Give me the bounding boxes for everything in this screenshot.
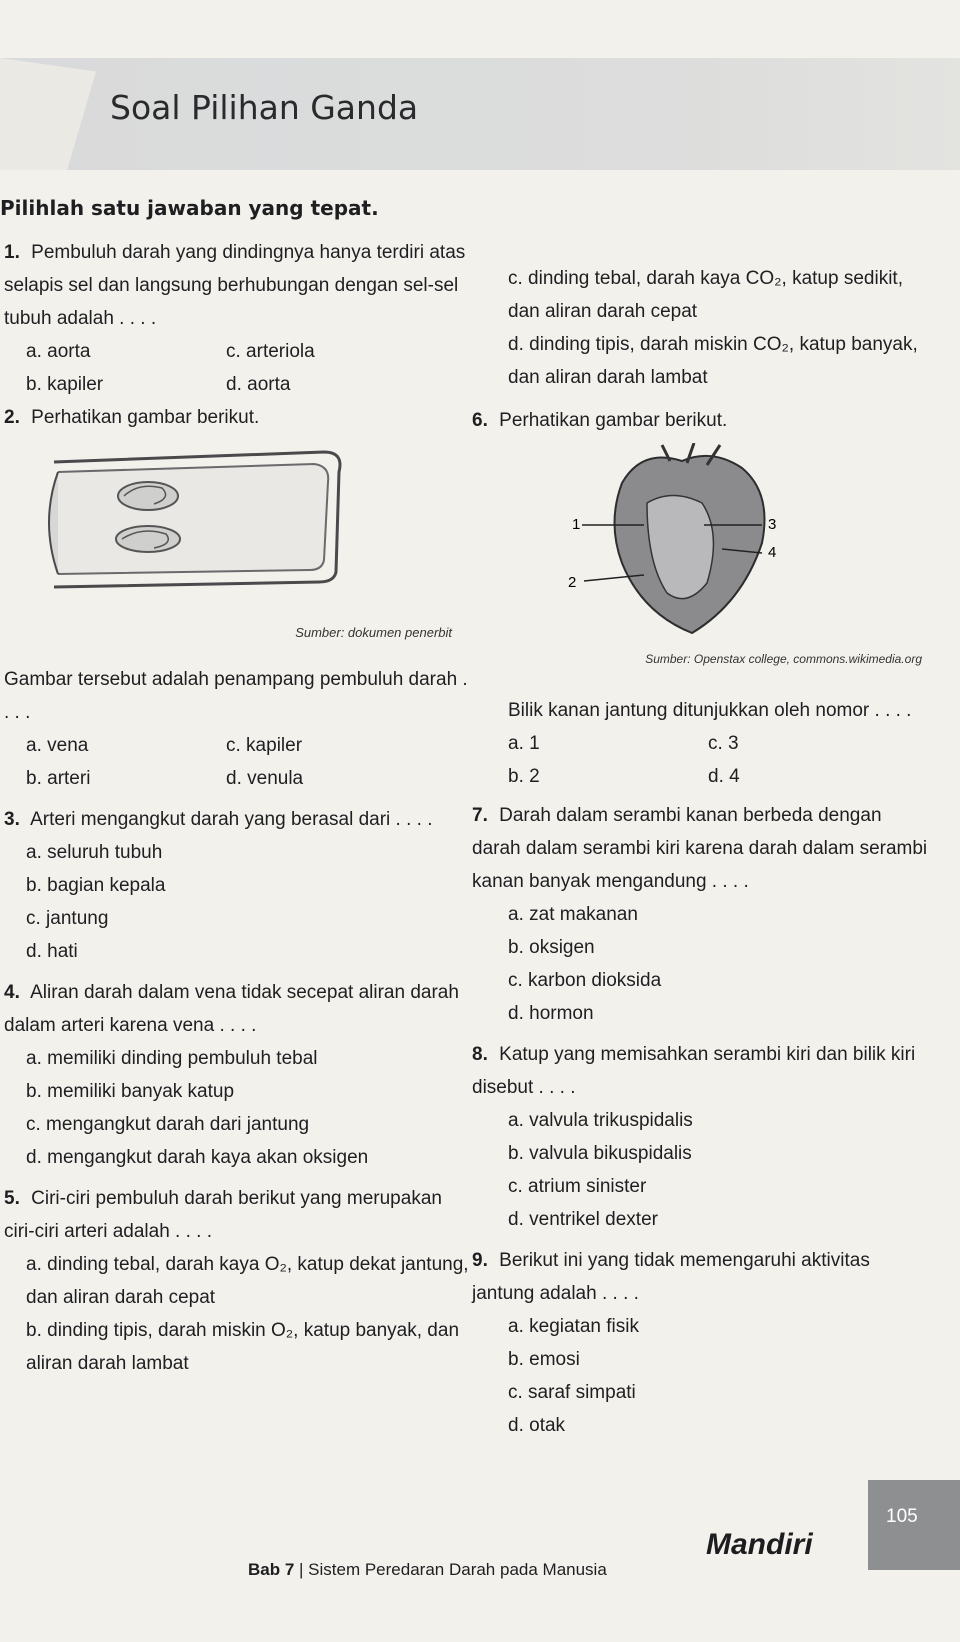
question-5 xyxy=(4,1182,472,1380)
question-text: Aliran darah dalam vena tidak secepat aliran darah dalam arteri karena vena . . . . xyxy=(4,982,459,1036)
left-column xyxy=(4,236,472,1380)
question-number: 4. xyxy=(4,982,20,1003)
option-a[interactable]: a. memiliki dinding pembuluh tebal xyxy=(26,1048,318,1069)
option-c[interactable]: c. kapiler xyxy=(226,735,303,756)
question-text: Katup yang memisahkan serambi kiri dan bilik kiri disebut . . . . xyxy=(472,1044,916,1098)
option-a[interactable]: a. 1 xyxy=(508,733,540,754)
option-list xyxy=(4,1042,472,1174)
option-d[interactable]: d. aorta xyxy=(226,374,291,395)
question-stem: Bilik kanan jantung ditunjukkan oleh nomor . . . . xyxy=(508,700,912,721)
question-number: 9. xyxy=(472,1250,488,1271)
option-d[interactable]: d. dinding tipis, darah miskin CO₂, katup banyak, dan aliran darah lambat xyxy=(508,334,918,388)
brand-logo: Mandiri xyxy=(706,1528,813,1561)
figure-source: Sumber: Openstax college, commons.wikimedia.org xyxy=(645,652,922,666)
question-text: Arteri mengangkut darah yang berasal dari . . . . xyxy=(30,809,433,830)
option-d[interactable]: d. 4 xyxy=(708,766,740,787)
option-list xyxy=(472,1104,928,1236)
heart-label-4: 4 xyxy=(768,544,777,561)
option-c[interactable]: c. jantung xyxy=(26,908,109,929)
question-text: Pembuluh darah yang dindingnya hanya terdiri atas selapis sel dan langsung berhubungan dengan sel-sel tubuh adalah . . . . xyxy=(4,242,466,329)
option-b[interactable]: b. kapiler xyxy=(26,374,104,395)
page-number: 105 xyxy=(886,1506,918,1527)
question-stem: Gambar tersebut adalah penampang pembuluh darah . . . . xyxy=(4,669,468,723)
option-b[interactable]: b. dinding tipis, darah miskin O₂, katup banyak, dan aliran darah lambat xyxy=(26,1320,460,1374)
option-grid xyxy=(4,335,472,401)
question-number: 7. xyxy=(472,805,488,826)
option-b[interactable]: b. valvula bikuspidalis xyxy=(508,1143,692,1164)
option-a[interactable]: a. aorta xyxy=(26,341,91,362)
heart-figure xyxy=(472,443,928,643)
question-number: 1. xyxy=(4,242,20,263)
option-b[interactable]: b. 2 xyxy=(508,766,540,787)
option-grid xyxy=(4,729,472,795)
page-title: Soal Pilihan Ganda xyxy=(110,88,419,127)
option-c[interactable]: c. dinding tebal, darah kaya CO₂, katup sedikit, dan aliran darah cepat xyxy=(508,268,903,322)
question-number: 5. xyxy=(4,1188,20,1209)
option-c[interactable]: c. 3 xyxy=(708,733,739,754)
heart-label-1: 1 xyxy=(572,516,581,533)
chapter-number: Bab 7 xyxy=(248,1560,295,1579)
question-3 xyxy=(4,803,472,968)
question-text: Perhatikan gambar berikut. xyxy=(31,407,260,428)
option-c[interactable]: c. mengangkut darah dari jantung xyxy=(26,1114,310,1135)
heart-label-3: 3 xyxy=(768,516,777,533)
figure-source: Sumber: dokumen penerbit xyxy=(295,625,452,640)
option-d[interactable]: d. mengangkut darah kaya akan oksigen xyxy=(26,1147,369,1168)
option-list xyxy=(472,898,928,1030)
chapter-footer xyxy=(248,1560,607,1580)
option-a[interactable]: a. seluruh tubuh xyxy=(26,842,163,863)
option-d[interactable]: d. otak xyxy=(508,1415,566,1436)
option-c[interactable]: c. atrium sinister xyxy=(508,1176,647,1197)
option-c[interactable]: c. arteriola xyxy=(226,341,315,362)
option-a[interactable]: a. dinding tebal, darah kaya O₂, katup dekat jantung, dan aliran darah cepat xyxy=(26,1254,469,1308)
question-number: 3. xyxy=(4,809,20,830)
option-grid xyxy=(508,727,928,793)
option-d[interactable]: d. hormon xyxy=(508,1003,594,1024)
question-text: Darah dalam serambi kanan berbeda dengan darah dalam serambi kiri karena darah dalam serambi kanan banyak mengandung . . . . xyxy=(472,805,928,892)
option-b[interactable]: b. arteri xyxy=(26,768,91,789)
question-text: Perhatikan gambar berikut. xyxy=(499,410,728,431)
question-9 xyxy=(472,1244,928,1442)
option-a[interactable]: a. kegiatan fisik xyxy=(508,1316,639,1337)
option-b[interactable]: b. memiliki banyak katup xyxy=(26,1081,235,1102)
question-text: Berikut ini yang tidak memengaruhi aktivitas jantung adalah . . . . xyxy=(472,1250,870,1304)
option-d[interactable]: d. venula xyxy=(226,768,304,789)
question-4 xyxy=(4,976,472,1174)
option-list xyxy=(4,836,472,968)
question-text: Ciri-ciri pembuluh darah berikut yang merupakan ciri-ciri arteri adalah . . . . xyxy=(4,1188,442,1242)
option-c[interactable]: c. karbon dioksida xyxy=(508,970,662,991)
question-2 xyxy=(4,401,472,795)
heart-label-2: 2 xyxy=(568,574,577,591)
question-number: 6. xyxy=(472,410,488,431)
question-6 xyxy=(472,404,928,793)
question-7 xyxy=(472,799,928,1030)
question-1 xyxy=(4,236,472,401)
right-column xyxy=(472,262,928,1442)
instruction: Pilihlah satu jawaban yang tepat. xyxy=(0,196,379,220)
option-b[interactable]: b. oksigen xyxy=(508,937,595,958)
question-number: 2. xyxy=(4,407,20,428)
option-a[interactable]: a. zat makanan xyxy=(508,904,638,925)
vessel-cross-section-image xyxy=(44,442,344,607)
option-a[interactable]: a. vena xyxy=(26,735,89,756)
option-a[interactable]: a. valvula trikuspidalis xyxy=(508,1110,693,1131)
heart-diagram-image xyxy=(472,443,892,643)
chapter-title: | Sistem Peredaran Darah pada Manusia xyxy=(299,1560,607,1579)
option-b[interactable]: b. bagian kepala xyxy=(26,875,166,896)
option-d[interactable]: d. ventrikel dexter xyxy=(508,1209,658,1230)
q5-options-continued xyxy=(508,262,928,394)
option-b[interactable]: b. emosi xyxy=(508,1349,580,1370)
question-8 xyxy=(472,1038,928,1236)
option-list xyxy=(472,1310,928,1442)
option-d[interactable]: d. hati xyxy=(26,941,78,962)
blood-vessel-figure xyxy=(44,442,472,612)
question-number: 8. xyxy=(472,1044,488,1065)
option-c[interactable]: c. saraf simpati xyxy=(508,1382,636,1403)
option-list xyxy=(4,1248,472,1380)
